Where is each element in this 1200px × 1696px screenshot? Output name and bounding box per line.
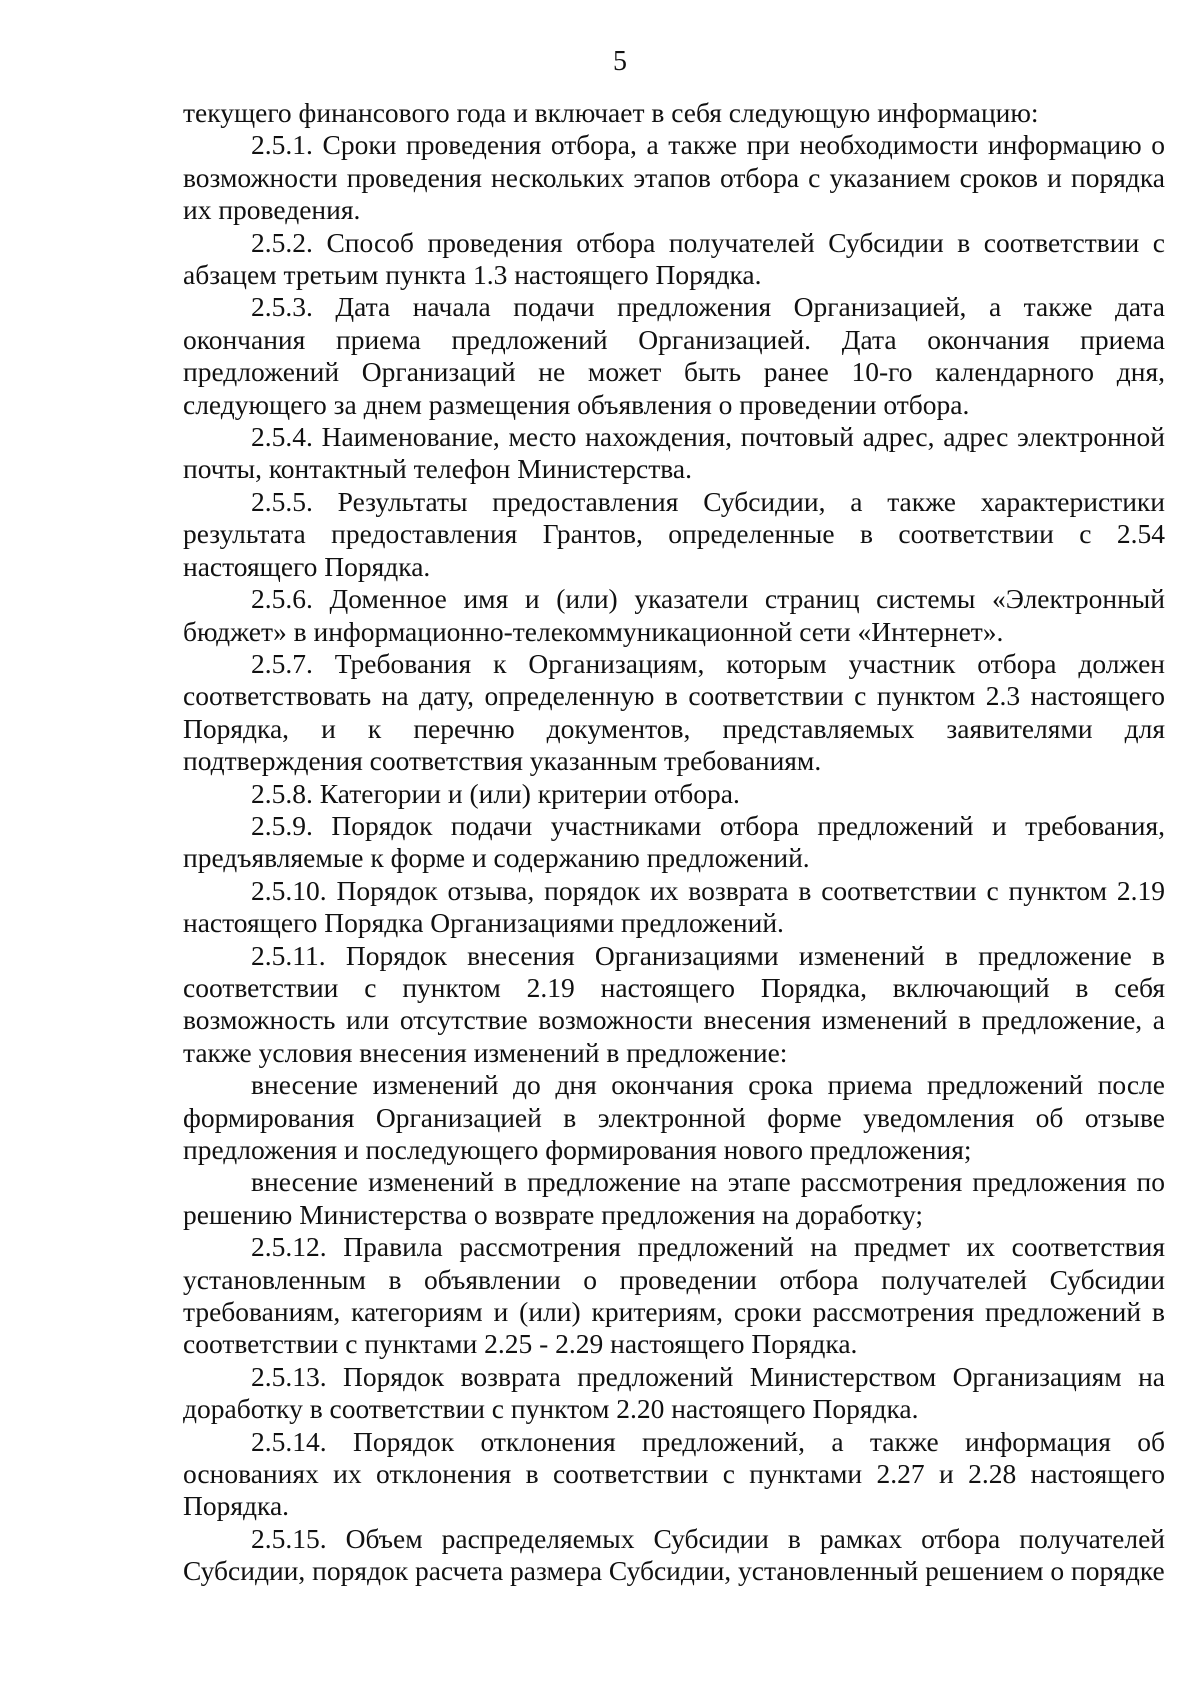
paragraph-2-5-11-item-2: внесение изменений в предложение на этапе рассмотрения предложения по решению Министерства о возврате предложения на доработку; bbox=[183, 1166, 1165, 1230]
document-body bbox=[183, 97, 1165, 1588]
paragraph-2-5-15: 2.5.15. Объем распределяемых Субсидии в рамках отбора получателей Субсидии, порядок расчета размера Субсидии, установленный решением о порядке bbox=[183, 1522, 1165, 1587]
paragraph-2-5-13: 2.5.13. Порядок возврата предложений Министерством Организациям на доработку в соответствии с пунктом 2.20 настоящего Порядка. bbox=[183, 1360, 1165, 1425]
paragraph-2-5-2: 2.5.2. Способ проведения отбора получателей Субсидии в соответствии с абзацем третьим пункта 1.3 настоящего Порядка. bbox=[183, 226, 1165, 291]
paragraph-2-5-4: 2.5.4. Наименование, место нахождения, почтовый адрес, адрес электронной почты, контактный телефон Министерства. bbox=[183, 421, 1165, 485]
paragraph-2-5-5: 2.5.5. Результаты предоставления Субсидии, а также характеристики результата предоставления Грантов, определенные в соответствии с 2.54 настоящего Порядка. bbox=[183, 485, 1165, 582]
paragraph-2-5-6: 2.5.6. Доменное имя и (или) указатели страниц системы «Электронный бюджет» в информационно-телекоммуникационной сети «Интернет». bbox=[183, 583, 1165, 647]
page-number: 5 bbox=[613, 46, 627, 77]
paragraph-2-5-11: 2.5.11. Порядок внесения Организациями изменений в предложение в соответствии с пунктом 2.19 настоящего Порядка, включающий в себя возможность или отсутствие возможности внесения изменений в предложение, а также условия внесения изменений в предложение: bbox=[183, 939, 1165, 1068]
paragraph-continuation: текущего финансового года и включает в себя следующую информацию: bbox=[183, 97, 1039, 128]
paragraph-2-5-14: 2.5.14. Порядок отклонения предложений, а также информация об основаниях их отклонения в соответствии с пунктами 2.27 и 2.28 настоящего Порядка. bbox=[183, 1425, 1165, 1522]
paragraph-2-5-8: 2.5.8. Категории и (или) критерии отбора. bbox=[251, 777, 740, 809]
paragraph-2-5-9: 2.5.9. Порядок подачи участниками отбора предложений и требования, предъявляемые к форме и содержанию предложений. bbox=[183, 809, 1165, 874]
paragraph-2-5-10: 2.5.10. Порядок отзыва, порядок их возврата в соответствии с пунктом 2.19 настоящего Порядка Организациями предложений. bbox=[183, 874, 1165, 939]
paragraph-2-5-12: 2.5.12. Правила рассмотрения предложений на предмет их соответствия установленным в объявлении о проведении отбора получателей Субсидии требованиям, категориям и (или) критериям, сроки рассмотрения предложений в соответствии с пунктами 2.25 - 2.29 настоящего Порядка. bbox=[183, 1231, 1165, 1360]
paragraph-2-5-7: 2.5.7. Требования к Организациям, которым участник отбора должен соответствовать на дату, определенную в соответствии с пунктом 2.3 настоящего Порядка, и к перечню документов, представляемых заявителями для подтверждения соответствия указанным требованиям. bbox=[183, 647, 1165, 777]
paragraph-2-5-11-item-1: внесение изменений до дня окончания срока приема предложений после формирования Организацией в электронной форме уведомления об отзыве предложения и последующего формирования нового предложения; bbox=[183, 1069, 1165, 1165]
paragraph-2-5-1: 2.5.1. Сроки проведения отбора, а также при необходимости информацию о возможности проведения нескольких этапов отбора с указанием сроков и порядка их проведения. bbox=[183, 129, 1165, 226]
paragraph-2-5-3: 2.5.3. Дата начала подачи предложения Организацией, а также дата окончания приема предложений Организацией. Дата окончания приема предложений Организаций не может быть ранее 10-го календарного дня, следующего за днем размещения объявления о проведении отбора. bbox=[183, 291, 1165, 420]
